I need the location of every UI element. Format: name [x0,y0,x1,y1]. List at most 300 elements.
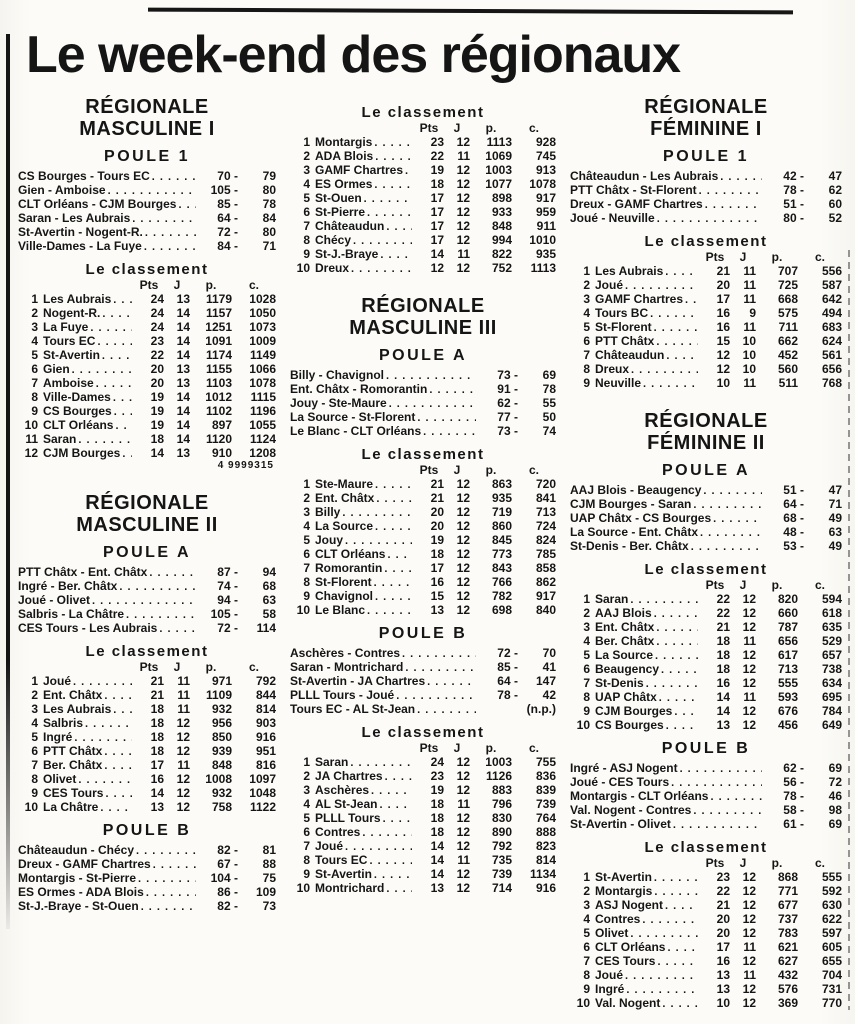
match-result-row [290,660,556,674]
header-points-against: c. [814,578,825,592]
standings-row [290,547,556,561]
points-for-value: 739 [491,867,512,881]
away-score: 63 [828,525,842,539]
standings-row [18,688,276,702]
match-teams: Ingré - ASJ Nogent [570,761,678,775]
pts-value: 19 [150,390,164,404]
games-value: 12 [456,533,470,547]
dot-leader [389,396,476,409]
match-teams: ES Ormes - ADA Blois [18,885,144,899]
games-value: 11 [743,292,756,306]
dot-leader [152,169,196,182]
header-points-against: c. [814,250,825,264]
dot-leader [650,306,698,319]
rank: 6 [583,662,590,676]
dot-leader [145,225,196,238]
team-name: Montrichard [315,881,385,895]
team-name: Ste-Maure [315,477,374,491]
team-name: ES Ormes [315,177,373,191]
match-teams: Le Blanc - CLT Orléans [290,424,422,438]
points-against-value: 634 [821,676,842,690]
league-heading [18,492,276,536]
dot-leader [427,674,476,687]
rank: 5 [31,348,38,362]
team-name: Joué [43,674,72,688]
match-teams: Val. Nogent - Contres [570,803,692,817]
left-rule [6,34,10,929]
points-for-value: 863 [491,477,512,491]
games-value: 12 [456,783,470,797]
dot-leader [178,197,196,210]
points-for-value: 956 [211,716,232,730]
away-score: 50 [542,410,556,424]
points-against-value: 1010 [529,233,556,247]
points-against-value: 764 [535,811,556,825]
points-for-value: 860 [491,519,512,533]
rank: 3 [583,898,590,912]
points-against-value: 1048 [249,786,276,800]
match-teams: St-J.-Braye - St-Ouen [18,899,139,913]
team-name: ADA Blois [315,149,374,163]
dot-leader [374,867,412,880]
standings-header [18,279,276,292]
match-result-row [18,197,276,211]
match-result-row [570,183,842,197]
team-name: Romorantin [315,561,383,575]
points-against-value: 784 [821,704,842,718]
standings-row [290,163,556,177]
points-for-value: 822 [491,247,512,261]
team-name: St-Florent [595,320,652,334]
points-against-value: 858 [535,561,556,575]
team-name: Gien [43,362,70,376]
points-for-value: 787 [777,620,798,634]
pts-value: 19 [430,533,444,547]
away-score: 41 [542,660,556,674]
pts-value: 21 [430,477,444,491]
match-result-row [570,761,842,775]
points-against-value: 836 [535,769,556,783]
standings [290,446,556,617]
points-for-value: 575 [777,306,798,320]
standings-row [570,662,842,676]
column-3 [570,96,842,1010]
dot-leader [665,898,698,911]
standings-row [290,881,556,895]
games-value: 12 [456,867,470,881]
points-against-value: 844 [255,688,276,702]
standings-row [570,648,842,662]
standings-header-spacer [18,661,134,674]
dot-leader [85,716,132,729]
header-points-for: p. [485,741,497,755]
pts-value: 14 [430,839,444,853]
match-teams: Joué - CES Tours [570,775,670,789]
home-score: 80 - [764,211,804,225]
pts-value: 12 [430,261,444,275]
points-for-value: 1102 [205,404,232,418]
pts-value: 19 [430,783,444,797]
standings-row [570,334,842,348]
points-for-value: 713 [777,662,798,676]
dot-leader [153,857,196,870]
points-for-value: 369 [777,996,798,1010]
pts-value: 23 [430,769,444,783]
pts-value: 17 [430,561,444,575]
points-for-value: 830 [491,811,512,825]
pts-value: 17 [430,233,444,247]
match-result-row [290,368,556,382]
team-name: Joué [595,968,624,982]
points-for-value: 932 [211,702,232,716]
pts-value: 18 [430,177,444,191]
match-result-row [570,817,842,831]
points-against-value: 951 [255,744,276,758]
dot-leader [625,278,698,291]
dot-leader [375,149,412,162]
points-against-value: 1208 [249,446,276,460]
header-pts: Pts [419,741,439,755]
points-for-value: 933 [491,205,512,219]
pts-value: 13 [430,603,444,617]
away-score: 46 [828,789,842,803]
team-name: Tours EC [43,334,96,348]
dot-leader [383,811,412,824]
pts-value: 15 [430,589,444,603]
dot-leader [402,646,476,659]
standings [570,233,842,390]
dot-leader [630,926,698,939]
team-name: CLT Orléans [315,547,386,561]
rank: 7 [583,676,590,690]
standings-row [18,702,276,716]
dot-leader [105,786,132,799]
dot-leader [96,376,132,389]
games-value: 11 [743,940,756,954]
standings-row [570,278,842,292]
away-score: 114 [256,621,276,635]
points-for-value: 456 [777,718,798,732]
standings-row [290,603,556,617]
team-name: GAMF Chartres [315,163,404,177]
match-result-row [18,871,276,885]
team-name: Saran [315,755,349,769]
standings-row [18,390,276,404]
match-teams: PTT Châtx - Ent. Châtx [18,565,148,579]
dot-leader [108,183,196,196]
standings-row [570,884,842,898]
home-score: 58 - [764,803,804,817]
standings [290,104,556,275]
league-heading-line: RÉGIONALE [644,96,768,118]
away-score: 78 [262,197,276,211]
pts-value: 21 [716,264,730,278]
points-against-value: 1113 [530,261,556,275]
standings-row [18,758,276,772]
rank: 3 [303,783,310,797]
match-result-row [18,885,276,899]
dot-leader [345,533,412,546]
points-against-value: 917 [535,191,556,205]
standings-row [18,674,276,688]
print-code-footnote: 4 9999315 [217,460,274,471]
match-teams: La Source - Ent. Châtx [570,525,699,539]
standings-row [570,606,842,620]
rank: 2 [583,278,590,292]
results-list [18,565,276,635]
pts-value: 16 [716,954,730,968]
pts-value: 14 [716,690,730,704]
dot-leader [691,539,762,552]
points-for-value: 796 [491,797,512,811]
standings-header-spacer [570,251,700,264]
rank: 2 [303,491,310,505]
points-against-value: 1028 [249,292,276,306]
rank: 6 [583,940,590,954]
standings-row [18,446,276,460]
games-value: 12 [456,575,470,589]
league-heading-line: RÉGIONALE [85,492,209,514]
games-value: 12 [456,589,470,603]
dot-leader [159,621,196,634]
rank: 6 [303,825,310,839]
games-value: 13 [176,446,190,460]
standings-row [290,825,556,839]
games-value: 11 [177,758,190,772]
team-name: CLT Orléans [595,940,666,954]
rank: 10 [576,996,590,1010]
points-for-value: 994 [491,233,512,247]
pts-value: 22 [716,606,730,620]
team-name: Tours BC [595,306,649,320]
dot-leader [102,306,132,319]
standings-row [290,519,556,533]
match-result-row [570,539,842,553]
rank: 7 [303,219,310,233]
rank: 2 [303,149,310,163]
games-value: 14 [176,418,190,432]
pts-value: 18 [716,634,730,648]
standings-row [18,432,276,446]
pts-value: 16 [716,676,730,690]
dot-leader [345,839,412,852]
home-score: 53 - [764,539,804,553]
points-against-value: 1097 [249,772,276,786]
games-value: 12 [742,954,756,968]
away-score: 71 [828,497,842,511]
points-for-value: 932 [211,786,232,800]
match-teams: CS Bourges - Tours EC [18,169,150,183]
standings-row [570,592,842,606]
pts-value: 13 [716,718,730,732]
points-for-value: 1003 [485,163,512,177]
standings-row [570,676,842,690]
rank: 6 [303,547,310,561]
pts-value: 20 [430,505,444,519]
home-score: 78 - [478,688,518,702]
match-result-row [290,396,556,410]
team-name: St-Avertin [43,348,100,362]
match-teams: St-Denis - Ber. Châtx [570,539,689,553]
points-for-value: 737 [777,912,798,926]
points-against-value: 841 [535,491,556,505]
header-points-for: p. [771,856,783,870]
team-name: La Châtre [43,800,99,814]
team-name: St-Florent [315,575,372,589]
points-against-value: 903 [255,716,276,730]
home-score: 56 - [764,775,804,789]
match-teams: Dreux - GAMF Chartres [18,857,151,871]
match-teams: St-Avertin - Nogent-R. [18,225,143,239]
points-against-value: 556 [821,264,842,278]
standings-row [290,797,556,811]
points-for-value: 845 [491,533,512,547]
standings-row [570,306,842,320]
poule-heading: POULE A [661,462,751,479]
points-against-value: 816 [255,758,276,772]
points-for-value: 627 [777,954,798,968]
team-name: Neuville [595,376,642,390]
points-against-value: 814 [535,853,556,867]
rank: 3 [303,505,310,519]
pts-value: 22 [150,348,164,362]
header-points-for: p. [205,660,217,674]
pts-value: 16 [716,320,730,334]
dot-leader [625,968,698,981]
dot-leader [351,261,412,274]
team-name: Montargis [595,884,653,898]
dot-leader [371,783,412,796]
standings-row [290,839,556,853]
match-result-row [570,483,842,497]
standings-row [570,870,842,884]
home-score: 73 - [478,424,518,438]
match-result-row [290,646,556,660]
games-value: 12 [456,177,470,191]
away-score: 73 [262,899,276,913]
standings-row [18,376,276,390]
away-score: 49 [828,539,842,553]
team-name: Olivet [595,926,629,940]
points-against-value: 911 [536,219,556,233]
rank: 9 [583,704,590,718]
dot-leader [78,772,132,785]
home-score: 51 - [764,197,804,211]
dot-leader [342,505,412,518]
games-value: 12 [456,163,470,177]
away-score: 75 [262,871,276,885]
points-against-value: 649 [821,718,842,732]
points-for-value: 910 [211,446,232,460]
standings-row [290,561,556,575]
dot-leader [654,884,698,897]
header-pts: Pts [139,660,159,674]
games-value: 12 [176,800,190,814]
games-value: 14 [176,348,190,362]
games-value: 12 [176,716,190,730]
standings-row [290,219,556,233]
top-rule [148,8,793,15]
games-value: 12 [176,772,190,786]
standings-row [290,247,556,261]
match-result-row [18,621,276,635]
rank: 5 [303,191,310,205]
team-name: CLT Orléans [43,418,114,432]
home-score: 105 - [198,183,238,197]
standings-row [18,800,276,814]
dot-leader [353,233,412,246]
points-for-value: 560 [777,362,798,376]
dot-leader [141,899,196,912]
standings-row [18,292,276,306]
points-for-value: 935 [491,491,512,505]
standings [290,724,556,895]
team-name: PTT Châtx [43,744,103,758]
games-value: 12 [742,884,756,898]
rank: 4 [303,177,310,191]
league-heading-line: MASCULINE I [79,118,215,140]
points-against-value: 839 [535,783,556,797]
pts-value: 23 [430,135,444,149]
games-value: 11 [743,376,756,390]
home-score: 67 - [198,857,238,871]
points-for-value: 890 [491,825,512,839]
away-score: 78 [542,382,556,396]
games-value: 12 [742,982,756,996]
standings-row [18,362,276,376]
team-name: CES Tours [595,954,656,968]
header-pts: Pts [419,121,439,135]
standings-row [570,954,842,968]
standings-row [290,233,556,247]
pts-value: 16 [430,575,444,589]
points-against-value: 888 [535,825,556,839]
standings-title: Le classement [361,446,485,463]
points-against-value: 720 [535,477,556,491]
rank: 3 [31,320,38,334]
header-points-for: p. [485,121,497,135]
team-name: Montargis [315,135,373,149]
points-for-value: 714 [491,881,512,895]
points-against-value: 618 [821,606,842,620]
match-result-row [570,525,842,539]
points-against-value: 1055 [249,418,276,432]
away-score: 80 [262,183,276,197]
away-score: 69 [828,761,842,775]
games-value: 10 [742,348,756,362]
match-result-row [570,775,842,789]
dot-leader [350,755,412,768]
points-against-value: 529 [821,634,842,648]
rank: 10 [296,603,310,617]
points-against-value: 1050 [249,306,276,320]
rank: 9 [303,247,310,261]
dot-leader [680,761,762,774]
points-for-value: 758 [211,800,232,814]
rank: 10 [296,261,310,275]
rank: 1 [303,477,310,491]
team-name: AL St-Jean [315,797,378,811]
points-for-value: 1103 [205,376,232,390]
points-against-value: 916 [255,730,276,744]
home-score: 77 - [478,410,518,424]
standings-row [18,744,276,758]
dot-leader [710,789,762,802]
league-heading-line: RÉGIONALE [644,410,768,432]
pts-value: 20 [430,519,444,533]
home-score: 78 - [764,183,804,197]
home-score: 72 - [198,621,238,635]
